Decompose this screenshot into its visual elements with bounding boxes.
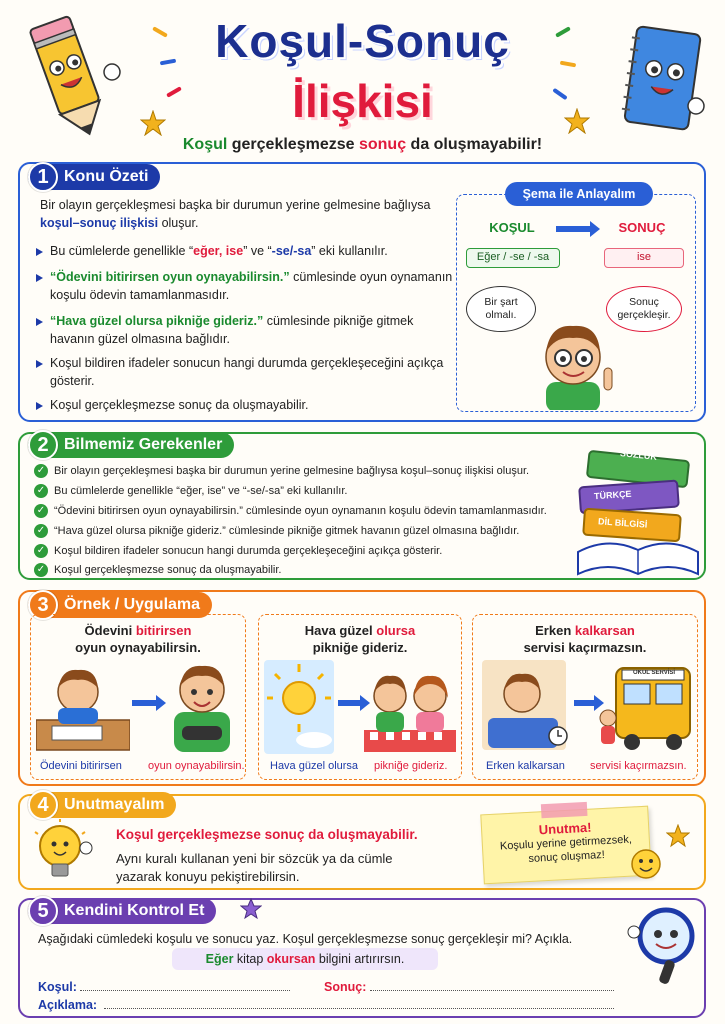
sticky-note bbox=[480, 806, 651, 885]
arrow-right-icon bbox=[574, 700, 594, 706]
schema-kosul-box: Eğer / -se / -sa bbox=[466, 248, 560, 268]
schema-title: Şema ile Anlayalım bbox=[505, 182, 653, 206]
checklist-item: ✓ “Hava güzel olursa pikniğe gideriz.” cümlesinde pikniğe gitmek havanın güzel olmasına bağlıdır. bbox=[34, 524, 574, 538]
example-title: Ödevini bitirirsen oyun oynayabilirsin. bbox=[75, 623, 201, 655]
boy-with-glasses-icon bbox=[528, 312, 618, 410]
schema-sonuc-box: ise bbox=[604, 248, 684, 268]
section3-badge: 3 Örnek / Uygulama bbox=[28, 592, 212, 618]
example-title: Hava güzel olursa pikniğe gideriz. bbox=[304, 623, 416, 655]
section2-badge: 2 Bilmemiz Gerekenler bbox=[28, 432, 234, 458]
page-title-line1: Koşul-Sonuç bbox=[215, 15, 510, 67]
schema-arrow-icon bbox=[556, 226, 590, 232]
example-caption: pikniğe gideriz. bbox=[374, 760, 448, 772]
book-label: DİL BİLGİSİ bbox=[597, 516, 648, 530]
kosul-answer-line[interactable] bbox=[80, 990, 290, 991]
note-line: Koşulu yerine getirmezsek, bbox=[499, 833, 633, 853]
page-title-line2: İlişkisi bbox=[292, 75, 433, 127]
book-label: SÖZLÜK bbox=[619, 448, 658, 462]
example-title: Erken kalkarsan servisi kaçırmazsın. bbox=[523, 623, 647, 655]
example-caption: Hava güzel olursa bbox=[270, 760, 359, 772]
star-icon bbox=[666, 824, 690, 848]
aciklama-label: Açıklama: bbox=[38, 998, 98, 1012]
check-sentence: Eğer kitap okursan bilgini artırırsın. bbox=[172, 948, 438, 970]
star-icon bbox=[240, 898, 262, 920]
checklist-item: ✓ Koşul bildiren ifadeler sonucun hangi durumda gerçekleşeceğini açıkça gösterir. bbox=[34, 544, 574, 558]
lightbulb-icon bbox=[32, 818, 98, 882]
section1-bullet: Koşul bildiren ifadeler sonucun hangi durumda gerçekleşeceğini açıkça gösterir. bbox=[34, 354, 454, 390]
schema-kosul-bubble: Bir şart olmalı. bbox=[466, 286, 536, 332]
sonuc-label: Sonuç: bbox=[324, 980, 367, 994]
checklist-item: ✓ Koşul gerçekleşmezse sonuç da oluşmayabilir. bbox=[34, 563, 574, 577]
sun-icon bbox=[264, 660, 334, 754]
tape-icon bbox=[541, 802, 588, 818]
checklist-item: ✓ “Ödevini bitirirsen oyun oynayabilirsin.” cümlesinde oyun oynamanın koşulu ödevin tamamlanmasıdır. bbox=[34, 504, 574, 518]
bus-sign: OKUL SERVİSİ bbox=[632, 670, 676, 676]
boy-gaming-icon bbox=[160, 656, 244, 754]
page-subtitle: Koşul gerçekleşmezse sonuç da oluşmayabilir! bbox=[182, 136, 543, 153]
example-caption: Ödevini bitirirsen bbox=[40, 760, 122, 772]
checklist-item: ✓ Bir olayın gerçekleşmesi başka bir durumun yerine gelmesine bağlıysa koşul–sonuç ilişkisi oluşur. bbox=[34, 464, 574, 478]
smiley-icon bbox=[630, 848, 662, 880]
books-stack-icon bbox=[568, 440, 706, 580]
kosul-label: Koşul: bbox=[38, 980, 77, 994]
picnic-kids-icon bbox=[364, 656, 456, 754]
arrow-right-icon bbox=[132, 700, 156, 706]
section1-badge: 1 Konu Özeti bbox=[28, 164, 160, 190]
unutmayalim-line: yazarak konuyu pekiştirebilirsin. bbox=[116, 869, 300, 884]
section1-bullet: “Hava güzel olursa pikniğe gideriz.” cümlesinde pikniğe gitmek havanın güzel olmasına bağlıdır. bbox=[34, 312, 454, 348]
boy-studying-icon bbox=[36, 660, 130, 754]
unutmayalim-rule: Koşul gerçekleşmezse sonuç da oluşmayabilir. bbox=[116, 827, 418, 842]
aciklama-answer-line[interactable] bbox=[104, 1008, 614, 1009]
schema-sonuc-label: SONUÇ bbox=[618, 220, 666, 235]
section5-badge: 5 Kendini Kontrol Et bbox=[28, 898, 216, 924]
schema-kosul-label: KOŞUL bbox=[489, 220, 535, 235]
book-label: TÜRKÇE bbox=[593, 488, 632, 502]
sonuc-answer-line[interactable] bbox=[370, 990, 614, 991]
unutmayalim-line: Aynı kuralı kullanan yeni bir sözcük ya da cümle bbox=[116, 851, 393, 866]
section1-bullet: Bu cümlelerde genellikle “eğer, ise” ve “-se/-sa” eki kullanılır. bbox=[34, 242, 454, 260]
section1-bullet: Koşul gerçekleşmezse sonuç da oluşmayabilir. bbox=[34, 396, 454, 414]
example-caption: servisi kaçırmazsın. bbox=[590, 760, 687, 772]
note-title: Unutma! bbox=[538, 819, 592, 838]
section1-intro: Bir olayın gerçekleşmesi başka bir durumun yerine gelmesine bağlıysa koşul–sonuç ilişkisi oluşur. bbox=[40, 198, 431, 230]
arrow-right-icon bbox=[338, 700, 360, 706]
checklist-item: ✓ Bu cümlelerde genellikle “eğer, ise” ve “-se/-sa” eki kullanılır. bbox=[34, 484, 574, 498]
section4-badge: 4 Unutmayalım bbox=[28, 792, 176, 818]
check-instruction: Aşağıdaki cümledeki koşulu ve sonucu yaz. Koşul gerçekleşmezse sonuç gerçekleşir mi? Açıkla. bbox=[38, 932, 573, 946]
note-line: sonuç oluşmaz! bbox=[528, 848, 606, 865]
boy-waking-icon bbox=[478, 656, 570, 754]
section1-bullet: “Ödevini bitirirsen oyun oynayabilirsin.” cümlesinde oyun oynamanın koşulu ödevin tamamlanmasıdır. bbox=[34, 268, 454, 304]
example-caption: Erken kalkarsan bbox=[486, 760, 565, 772]
schema-sonuc-bubble: Sonuç gerçekleşir. bbox=[606, 286, 682, 332]
example-caption: oyun oynayabilirsin. bbox=[148, 760, 245, 772]
magnifier-mascot-icon bbox=[626, 902, 706, 986]
